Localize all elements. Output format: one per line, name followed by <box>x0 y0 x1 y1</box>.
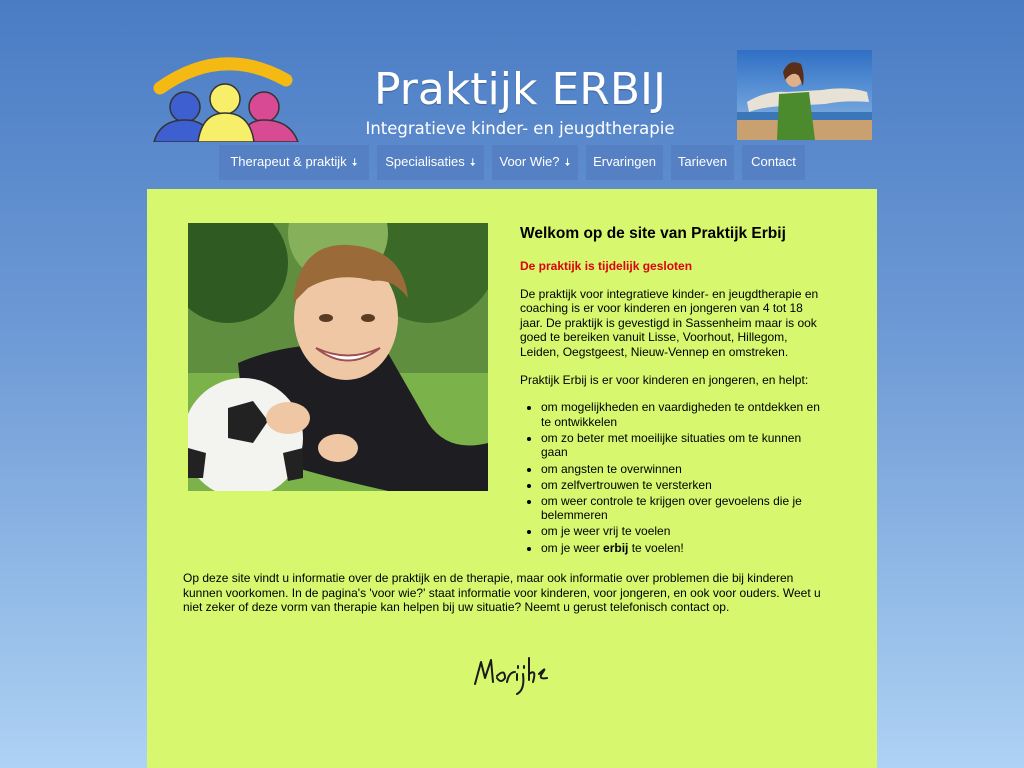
list-item <box>541 541 820 556</box>
list-item: • om angsten te overwinnen <box>541 462 820 477</box>
nav-label: Voor Wie? <box>499 154 560 169</box>
nav-contact[interactable] <box>742 145 805 180</box>
list-item: • om zo beter met moeilijke situaties om te kunnen gaan <box>541 431 820 460</box>
list-item: • om zelfvertrouwen te versterken <box>541 478 820 493</box>
header-photo-woman-beach <box>737 50 872 140</box>
closed-notice: De praktijk is tijdelijk gesloten <box>520 259 693 273</box>
nav-voor-wie[interactable] <box>492 145 578 180</box>
nav-label: Contact <box>751 154 796 169</box>
site-title: Praktijk ERBIJ <box>374 64 666 115</box>
signature-marijke <box>467 644 577 704</box>
dropdown-arrow-icon: 🠇 <box>351 157 358 169</box>
praktijk-logo[interactable] <box>152 50 302 142</box>
nav-ervaringen[interactable] <box>586 145 663 180</box>
site-subtitle: Integratieve kinder- en jeugdtherapie <box>365 119 675 138</box>
list-item-text: om je weer <box>541 540 604 555</box>
nav-therapeut-praktijk[interactable] <box>219 145 369 180</box>
dropdown-arrow-icon: 🠇 <box>564 157 571 169</box>
nav-label: Therapeut & praktijk <box>230 154 347 169</box>
list-item-text: te voelen! <box>628 540 684 555</box>
list-item: • om je weer vrij te voelen <box>541 524 820 539</box>
nav-label: Ervaringen <box>593 154 656 169</box>
list-intro: Praktijk Erbij is er voor kinderen en jongeren, en helpt: <box>520 372 809 387</box>
info-paragraph: Op deze site vindt u informatie over de praktijk en de therapie, maar ook informatie over problemen die bij kinderen kunnen voorkomen. In de pagina's 'voor wie?' staat informatie voor kinderen, voor jongeren, en ook voor ouders. Weet u niet zeker of deze vorm van therapie kan helpen bij uw situatie? Neemt u gerust telefonisch contact op. <box>183 571 821 615</box>
intro-paragraph: De praktijk voor integratieve kinder- en jeugdtherapie en coaching is er voor kinderen en jongeren van 4 tot 18 jaar. De praktijk is gevestigd in Sassenheim maar is ook goed te bereiken vanuit Lisse, Voorhout, Hillegom, Leiden, Oegstgeest, Nieuw-Vennep en omstreken. <box>520 286 819 359</box>
welcome-heading: Welkom op de site van Praktijk Erbij <box>520 225 786 242</box>
help-list <box>520 400 820 555</box>
nav-specialisaties[interactable] <box>377 145 484 180</box>
welcome-text-column <box>520 223 820 557</box>
boy-with-football-photo <box>188 223 488 491</box>
nav-tarieven[interactable] <box>671 145 734 180</box>
list-item-bold: erbij <box>603 540 629 555</box>
nav-label: Tarieven <box>677 154 728 169</box>
content-area <box>147 189 877 768</box>
dropdown-arrow-icon: 🠇 <box>469 157 476 169</box>
nav-label: Specialisaties <box>385 154 465 169</box>
list-item: • om mogelijkheden en vaardigheden te ontdekken en te ontwikkelen <box>541 400 820 429</box>
list-item: • om weer controle te krijgen over gevoelens die je belemmeren <box>541 494 820 523</box>
